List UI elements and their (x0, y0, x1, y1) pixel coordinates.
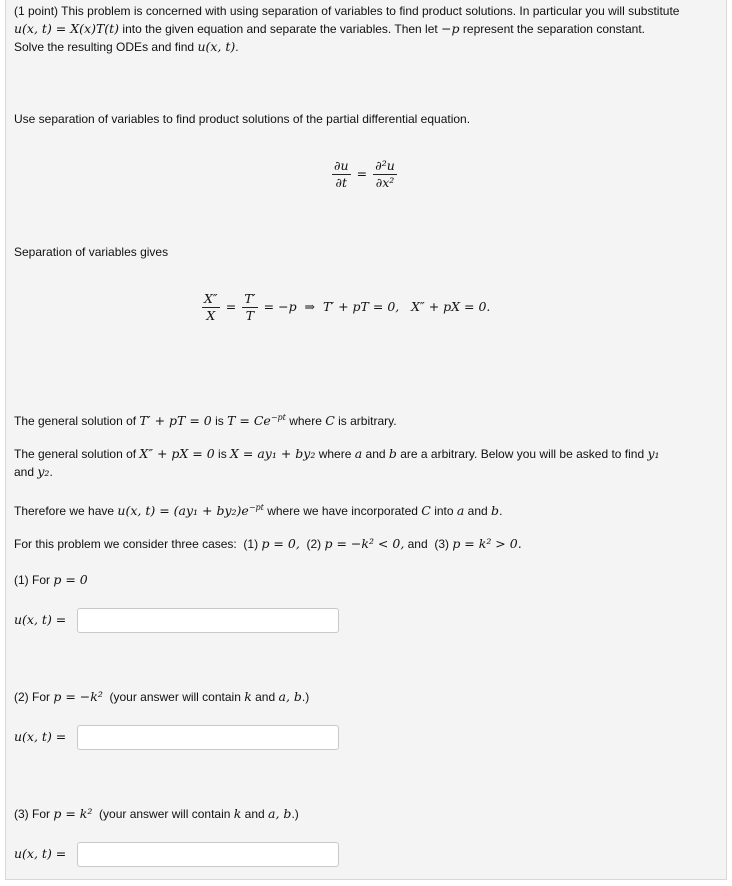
gt-mid: is (211, 414, 228, 428)
gx-y2: y₂ (37, 464, 50, 479)
th-b: b (491, 503, 500, 518)
case-3-answer-input[interactable] (77, 842, 339, 867)
general-solution-t (14, 409, 397, 430)
gx-sol: X = ay₁ + by₂ (230, 446, 316, 461)
pde-rhs (373, 158, 397, 191)
intro-line-1: (1 point) This problem is concerned with using separation of variables to find product solutions. In particular you will substitute (14, 4, 680, 18)
intro-line-2-end: represent the separation constant. (459, 22, 646, 36)
case-3-condition: p = k² (53, 806, 93, 821)
general-solution-x (14, 445, 660, 463)
sep-frac-x (202, 291, 220, 324)
case-1-label: (1) For (14, 573, 54, 587)
separation-equation (200, 291, 490, 324)
gx-eq: X″ + pX = 0 (139, 446, 215, 461)
cases-line (14, 535, 522, 553)
case-2-label: (2) For (14, 690, 54, 704)
th-a: a (456, 503, 465, 518)
sep-frac-x-den: X (206, 308, 216, 323)
sep-frac-x-num: X″ (204, 291, 218, 306)
case-3-heading (14, 805, 299, 823)
case-3-note-mid: and (241, 807, 269, 821)
instruction: Use separation of variables to find product solutions of the partial differential equation. (14, 112, 471, 126)
intro-line-2-text: into the given equation and separate the variables. Then let (119, 22, 442, 36)
case-2-note-mid: and (251, 690, 279, 704)
gt-pre: The general solution of (14, 414, 140, 428)
th-c: C (421, 503, 431, 518)
pde-lhs-num: ∂u (334, 158, 349, 173)
th-into: into (430, 504, 457, 518)
cases-s2: (2) (299, 537, 325, 551)
gx-and: and (362, 447, 389, 461)
intro-line-3-math: u(x, t) (197, 39, 236, 54)
pde-eq: = (356, 166, 368, 181)
gt-sol: T = Ce (227, 413, 271, 428)
gx-b: b (388, 446, 397, 461)
th-mid: where we have incorporated (263, 504, 422, 518)
th-pre: Therefore we have (14, 504, 118, 518)
pde-rhs-den: ∂x² (375, 175, 395, 190)
pde-rhs-num: ∂²u (375, 158, 395, 173)
case-1-heading (14, 571, 88, 589)
case-2-heading (14, 688, 309, 706)
intro-line-3 (14, 38, 239, 56)
sep-frac-t-den: T (245, 308, 255, 323)
case-2-u-label: u(x, t) = (14, 729, 67, 744)
gt-post: is arbitrary. (334, 414, 397, 428)
sep-rest: = −p ⇒ T′ + pT = 0, X″ + pX = 0. (263, 299, 491, 314)
case-3-u-label: u(x, t) = (14, 846, 67, 861)
general-solution-x-line2 (14, 463, 53, 481)
th-end: . (499, 504, 503, 518)
gt-mid2: where (285, 414, 326, 428)
pde-equation (330, 158, 399, 191)
intro-line-3-end: . (235, 40, 239, 54)
case-3-k: k (233, 806, 242, 821)
gt-eq: T′ + pT = 0 (139, 413, 212, 428)
gx-pre: The general solution of (14, 447, 140, 461)
gt-exp: −pt (270, 413, 286, 422)
gx-mid: is (214, 447, 231, 461)
gx-post: are a arbitrary. Below you will be asked to find (396, 447, 648, 461)
pde-lhs (332, 158, 351, 191)
case-3-ab: a, b (268, 806, 292, 821)
sep-frac-t (242, 291, 257, 324)
sep-frac-t-num: T′ (244, 291, 256, 306)
cases-pre: For this problem we consider three cases: (1) (14, 537, 262, 551)
case-2-condition: p = −k² (53, 689, 103, 704)
intro-p: −p (441, 21, 460, 36)
intro-line-3-text: Solve the resulting ODEs and find (14, 40, 198, 54)
intro-math-u: u(x, t) = X(x)T(t) (14, 21, 120, 36)
case-1-u-label: u(x, t) = (14, 612, 67, 627)
cases-s3: and (3) (404, 537, 453, 551)
case-3-cond: p = k² > 0. (452, 536, 522, 551)
gx-line2-and: and (14, 465, 38, 479)
case-2-cond: p = −k² < 0, (324, 536, 405, 551)
case-1-answer-input[interactable] (77, 608, 339, 633)
gt-c: C (325, 413, 335, 428)
case-3-note-end: .) (291, 807, 299, 821)
case-2-note-pre: (your answer will contain (102, 690, 245, 704)
th-exp: −pt (248, 503, 264, 512)
intro-line-2 (14, 20, 645, 38)
gx-a: a (354, 446, 363, 461)
pde-lhs-den: ∂t (335, 175, 347, 190)
gx-y1: y₁ (647, 446, 660, 461)
gx-mid2: where (315, 447, 355, 461)
th-eq: u(x, t) = (ay₁ + by₂)e (117, 503, 249, 518)
case-2-note-end: .) (301, 690, 310, 704)
therefore-line (14, 499, 502, 520)
case-2-k: k (244, 689, 252, 704)
case-3-note-pre: (your answer will contain (92, 807, 234, 821)
th-and: and (464, 504, 492, 518)
sep-eq-sign: = (225, 299, 237, 314)
case-3-label: (3) For (14, 807, 54, 821)
case-1-condition: p = 0 (53, 572, 88, 587)
case-1-cond: p = 0, (261, 536, 300, 551)
separation-label: Separation of variables gives (14, 245, 169, 259)
case-2-answer-input[interactable] (77, 725, 339, 750)
case-2-ab: a, b (278, 689, 302, 704)
gx-line2-end: . (49, 465, 53, 479)
